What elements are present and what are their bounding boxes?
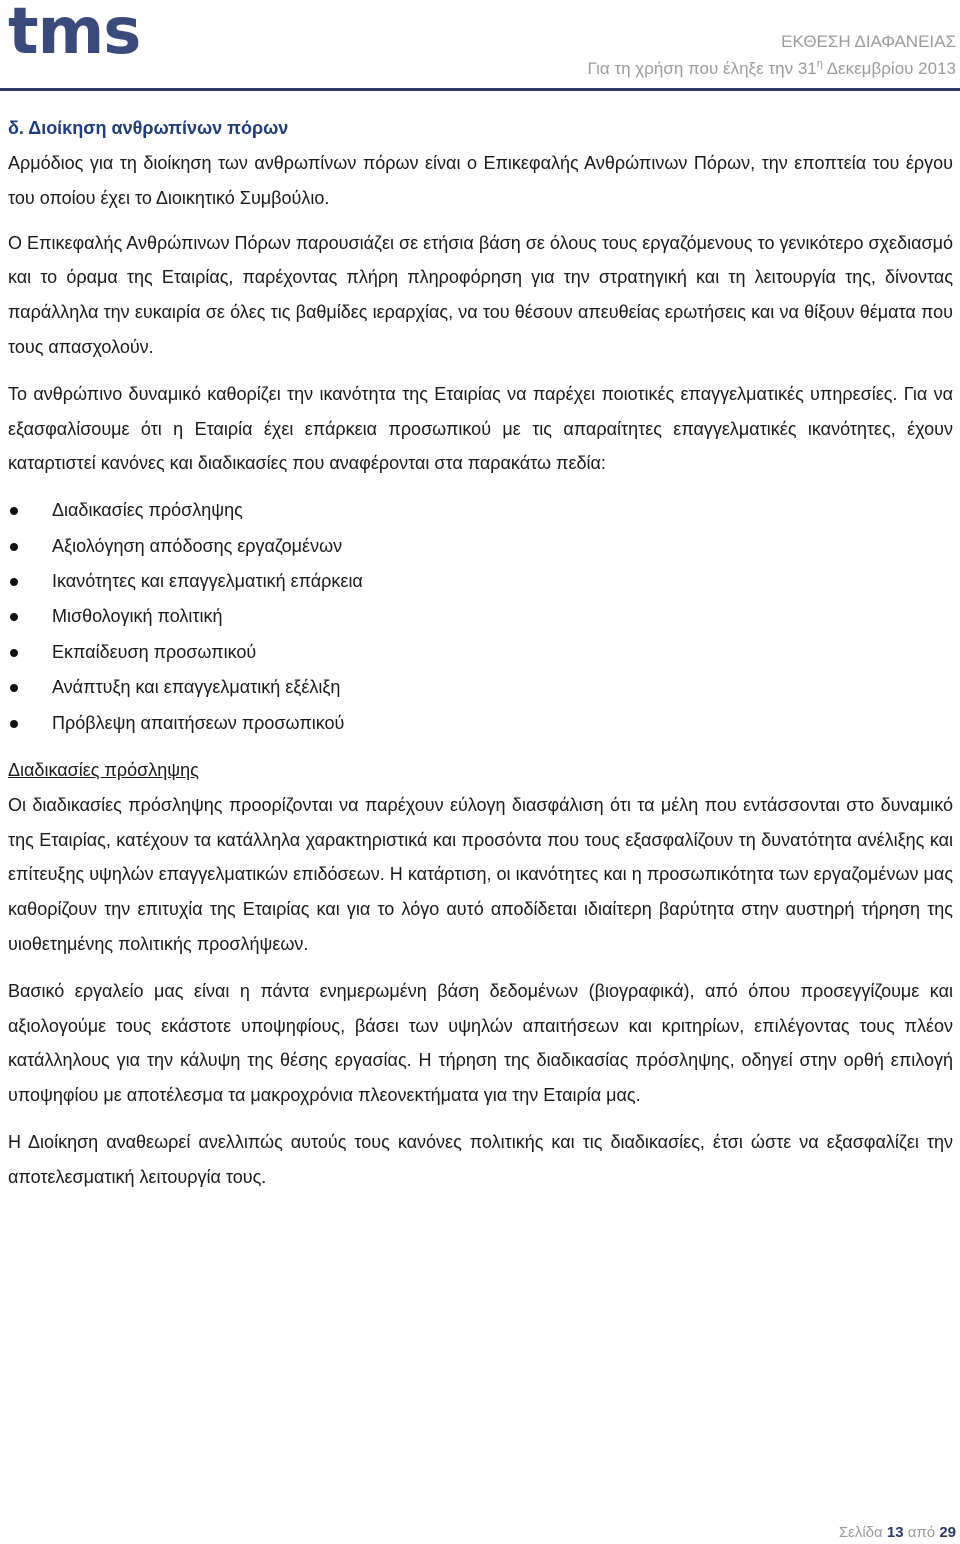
paragraph: Οι διαδικασίες πρόσληψης προορίζονται να παρέχουν εύλογη διασφάλιση ότι τα μέλη που εντάσσονται στο δυναμικό της Εταιρίας, κατέχουν τα κατάλληλα χαρακτηριστικά και προσόντα που τους εξασφαλίζουν τη δυνατότητα ανέλιξης και επίτευξης υψηλών επαγγελματικών επιδόσεων. Η κατάρτιση, οι ικανότητες και η προσωπικότητα των εργαζομένων μας καθορίζουν την επιτυχία της Εταιρίας και για το λόγο αυτό αποδίδεται ιδιαίτερη βαρύτητα στην αυστηρή τήρηση της υιοθετημένης πολιτικής προσλήψεων. <box>8 794 953 954</box>
list-item: Διαδικασίες πρόσληψης <box>8 493 953 528</box>
list-item: Ικανότητες και επαγγελματική επάρκεια <box>8 564 953 599</box>
report-period: Για τη χρήση που έληξε την $31^\eta$ Δεκεμβρίου 2013 <box>587 58 956 78</box>
paragraph: Βασικό εργαλείο μας είναι η πάντα ενημερωμένη βάση δεδομένων (βιογραφικά), από όπου προσεγγίζουμε και αξιολογούμε τους εκάστοτε υποψηφίους, βάσει των υψηλών απαιτήσεων και κριτηρίων, επιλέγοντας τους πλέον κατάλληλους για την κάλυψη της θέσης εργασίας. Η τήρηση της διαδικασίας πρόσληψης, οδηγεί στην ορθή επιλογή υποψηφίου με αποτέλεσμα τα μακροχρόνια πλεονεκτήματα για την Εταιρία μας. <box>8 980 953 1106</box>
company-logo: tms <box>8 0 141 69</box>
bullet-icon <box>10 507 18 515</box>
list-item: Εκπαίδευση προσωπικού <box>8 635 953 670</box>
report-header <box>587 28 956 82</box>
bullet-icon <box>10 720 18 728</box>
paragraph: Αρμόδιος για τη διοίκηση των ανθρωπίνων πόρων είναι ο Επικεφαλής Ανθρώπινων Πόρων, την εποπτεία του έργου του οποίου έχει το Διοικητικό Συμβούλιο. <box>8 153 953 208</box>
list-item: Αξιολόγηση απόδοσης εργαζομένων <box>8 529 953 564</box>
paragraph: Ο Επικεφαλής Ανθρώπινων Πόρων παρουσιάζει σε ετήσια βάση σε όλους τους εργαζόμενους το γενικότερο σχεδιασμό και το όραμα της Εταιρίας, παρέχοντας πλήρη πληροφόρηση για την στρατηγική και τη λειτουργία της, δίνοντας παράλληλα την ευκαιρία σε όλες τις βαθμίδες ιεραρχίας, να του θέσουν απευθείας ερωτήσεις και να θίξουν θέματα που τους απασχολούν. <box>8 232 953 357</box>
bullet-icon <box>10 543 18 551</box>
header-divider <box>0 88 960 91</box>
page-number: 13 <box>886 1524 904 1541</box>
bullet-icon <box>10 613 18 621</box>
list-item: Πρόβλεψη απαιτήσεων προσωπικού <box>8 706 953 741</box>
list-item: Μισθολογική πολιτική <box>8 599 953 634</box>
bullet-icon <box>10 578 18 586</box>
page-label: Σελίδα <box>838 1524 883 1541</box>
report-title: ΕΚΘΕΣΗ ΔΙΑΦΑΝΕΙΑΣ <box>781 32 956 51</box>
section-title: δ. Διοίκηση ανθρωπίνων πόρων <box>8 118 289 138</box>
bullet-icon <box>10 649 18 657</box>
subheading: Διαδικασίες πρόσληψης <box>8 760 199 781</box>
document-body <box>8 110 953 1207</box>
page-of-label: από <box>907 1524 936 1541</box>
bullet-icon <box>10 684 18 692</box>
page-footer <box>839 1524 956 1541</box>
list-item: Ανάπτυξη και επαγγελματική εξέλιξη <box>8 670 953 705</box>
bullet-list <box>8 493 953 741</box>
page-total: 29 <box>939 1524 956 1541</box>
paragraph: Η Διοίκηση αναθεωρεί ανελλιπώς αυτούς τους κανόνες πολιτικής και τις διαδικασίες, έτσι ώστε να εξασφαλίζει την αποτελεσματική λειτουργία τους. <box>8 1131 953 1187</box>
paragraph: Το ανθρώπινο δυναμικό καθορίζει την ικανότητα της Εταιρίας να παρέχει ποιοτικές επαγγελματικές υπηρεσίες. Για να εξασφαλίσουμε ότι η Εταιρία έχει επάρκεια προσωπικού με τις απαραίτητες επαγγελματικές ικανότητες, έχουν καταρτιστεί κανόνες και διαδικασίες που αναφέρονται στα παρακάτω πεδία: <box>8 383 953 474</box>
